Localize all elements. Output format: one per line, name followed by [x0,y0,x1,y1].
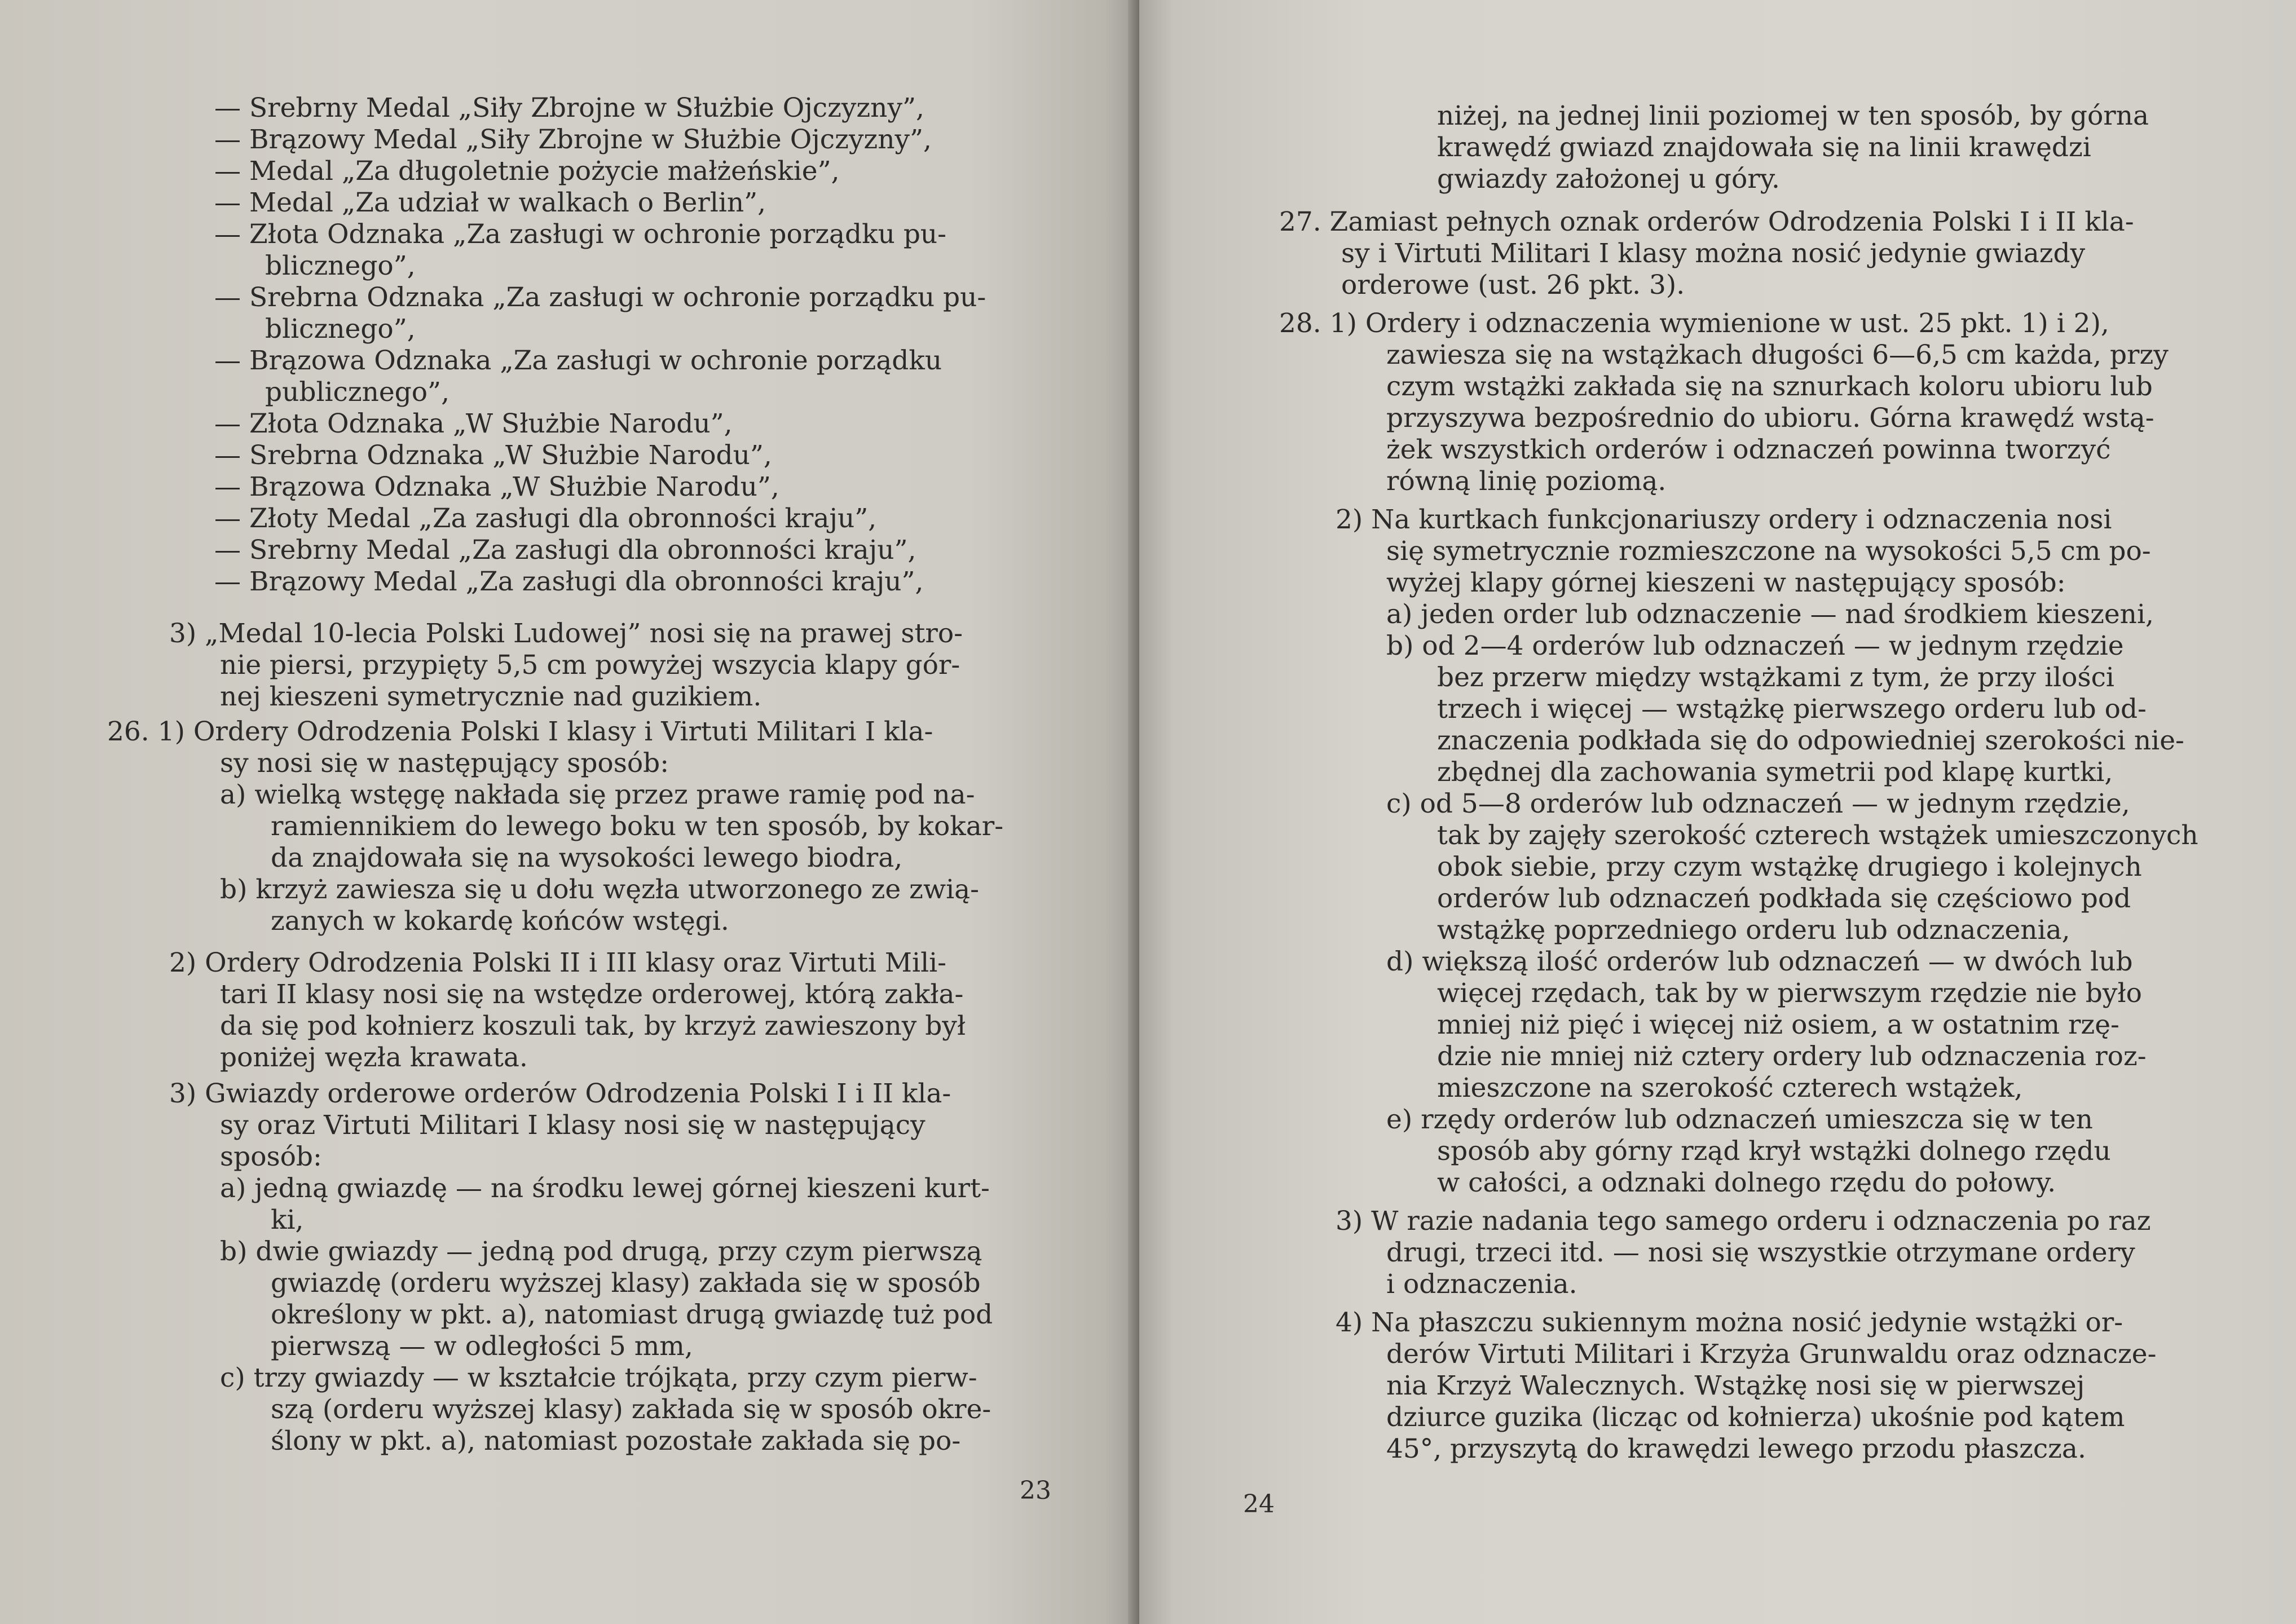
left-page [0,0,1139,1624]
text-line: sposób aby górny rząd krył wstążki dolnego rzędu [1437,1136,2111,1167]
text-line: 3) Gwiazdy orderowe orderów Odrodzenia Polski I i II kla- [169,1078,951,1109]
text-line: — Brązowa Odznaka „Za zasługi w ochronie porządku [214,345,942,376]
text-line: sy i Virtuti Militari I klasy można nosić jedynie gwiazdy [1341,238,2086,269]
text-line: — Srebrny Medal „Siły Zbrojne w Służbie Ojczyzny”, [214,92,924,123]
text-line: 3) „Medal 10-lecia Polski Ludowej” nosi się na prawej stro- [169,618,963,649]
text-line: więcej rzędach, tak by w pierwszym rzędzie nie było [1437,978,2142,1009]
text-line: ki, [271,1204,304,1235]
text-line: określony w pkt. a), natomiast drugą gwiazdę tuż pod [271,1299,993,1330]
text-line: 28. 1) Ordery i odznaczenia wymienione w ust. 25 pkt. 1) i 2), [1279,308,2109,339]
text-line: zbędnej dla zachowania symetrii pod klapę kurtki, [1437,757,2113,788]
text-line: nia Krzyż Walecznych. Wstążkę nosi się w pierwszej [1386,1370,2085,1401]
text-line: sy oraz Virtuti Militari I klasy nosi się w następujący [220,1110,926,1141]
text-line: trzech i więcej — wstążkę pierwszego orderu lub od- [1437,694,2147,725]
text-line: 3) W razie nadania tego samego orderu i odznaczenia po raz [1336,1206,2151,1237]
text-line: e) rzędy orderów lub odznaczeń umieszcza się w ten [1386,1104,2093,1135]
text-line: tari II klasy nosi się na wstędze orderowej, którą zakła- [220,979,964,1010]
text-line: orderów lub odznaczeń podkłada się częściowo pod [1437,883,2131,914]
text-line: a) jedną gwiazdę — na środku lewej górnej kieszeni kurt- [220,1173,990,1204]
text-line: szą (orderu wyższej klasy) zakłada się w sposób okre- [271,1394,991,1425]
text-line: — Medal „Za długoletnie pożycie małżeńskie”, [214,156,840,187]
text-line: tak by zajęły szerokość czterech wstążek umieszczonych [1437,820,2198,851]
text-line: — Brązowy Medal „Za zasługi dla obronności kraju”, [214,566,924,597]
text-line: pierwszą — w odległości 5 mm, [271,1331,693,1362]
text-line: sy nosi się w następujący sposób: [220,748,669,779]
text-line: da się pod kołnierz koszuli tak, by krzyż zawieszony był [220,1010,966,1042]
page-number: 24 [1243,1490,1275,1519]
text-line: 2) Ordery Odrodzenia Polski II i III klasy oraz Virtuti Mili- [169,947,947,978]
text-line: b) dwie gwiazdy — jedną pod drugą, przy czym pierwszą [220,1236,982,1267]
text-line: krawędź gwiazd znajdowała się na linii krawędzi [1437,132,2091,163]
text-line: wstążkę poprzedniego orderu lub odznaczenia, [1437,915,2070,946]
text-line: zanych w kokardę końców wstęgi. [271,906,729,937]
text-line: a) wielką wstęgę nakłada się przez prawe ramię pod na- [220,779,975,810]
text-line: gwiazdę (orderu wyższej klasy) zakłada się w sposób [271,1268,981,1299]
text-line: dzie nie mniej niż cztery ordery lub odznaczenia roz- [1437,1041,2147,1072]
text-line: — Złoty Medal „Za zasługi dla obronności kraju”, [214,503,877,534]
text-line: derów Virtuti Militari i Krzyża Grunwaldu oraz odznacze- [1386,1339,2157,1370]
text-line: publicznego”, [265,377,450,408]
right-page [1139,0,2296,1624]
text-line: gwiazdy założonej u góry. [1437,164,1780,195]
text-line: żek wszystkich orderów i odznaczeń powinna tworzyć [1386,434,2111,465]
text-line: przyszywa bezpośrednio do ubioru. Górna krawędź wstą- [1386,403,2154,434]
text-line: da znajdowała się na wysokości lewego biodra, [271,842,903,873]
text-line: c) trzy gwiazdy — w kształcie trójkąta, przy czym pierw- [220,1362,977,1393]
text-line: — Złota Odznaka „Za zasługi w ochronie porządku pu- [214,219,947,250]
text-line: — Srebrny Medal „Za zasługi dla obronności kraju”, [214,535,916,566]
text-line: 45°, przyszytą do krawędzi lewego przodu płaszcza. [1386,1433,2086,1464]
page-number: 23 [1020,1476,1051,1505]
text-line: drugi, trzeci itd. — nosi się wszystkie otrzymane ordery [1386,1237,2135,1268]
text-line: mniej niż pięć i więcej niż osiem, a w ostatnim rzę- [1437,1009,2119,1040]
text-line: — Medal „Za udział w walkach o Berlin”, [214,187,766,218]
text-line: i odznaczenia. [1386,1269,1577,1300]
text-line: — Brązowy Medal „Siły Zbrojne w Służbie Ojczyzny”, [214,124,932,155]
text-line: d) większą ilość orderów lub odznaczeń — w dwóch lub [1386,946,2133,977]
text-line: niżej, na jednej linii poziomej w ten sposób, by górna [1437,100,2149,131]
text-line: się symetrycznie rozmieszczone na wysokości 5,5 cm po- [1386,536,2151,567]
text-line: blicznego”, [265,314,416,345]
text-line: 27. Zamiast pełnych oznak orderów Odrodzenia Polski I i II kla- [1279,206,2134,237]
text-line: c) od 5—8 orderów lub odznaczeń — w jednym rzędzie, [1386,788,2130,819]
text-line: 26. 1) Ordery Odrodzenia Polski I klasy i Virtuti Militari I kla- [107,716,933,747]
text-line: — Złota Odznaka „W Służbie Narodu”, [214,408,733,439]
text-line: 2) Na kurtkach funkcjonariuszy ordery i odznaczenia nosi [1336,504,2112,535]
text-line: dziurce guzika (licząc od kołnierza) ukośnie pod kątem [1386,1402,2125,1433]
text-line: zawiesza się na wstążkach długości 6—6,5 cm każda, przy [1386,339,2169,370]
text-line: b) krzyż zawiesza się u dołu węzła utworzonego ze zwią- [220,874,980,905]
text-line: ślony w pkt. a), natomiast pozostałe zakłada się po- [271,1426,961,1457]
text-line: a) jeden order lub odznaczenie — nad środkiem kieszeni, [1386,599,2154,630]
text-line: 4) Na płaszczu sukiennym można nosić jedynie wstążki or- [1336,1307,2123,1338]
text-line: nie piersi, przypięty 5,5 cm powyżej wszycia klapy gór- [220,650,960,681]
text-line: ramiennikiem do lewego boku w ten sposób, by kokar- [271,811,1004,842]
text-line: — Brązowa Odznaka „W Służbie Narodu”, [214,471,779,502]
text-line: blicznego”, [265,250,416,281]
text-line: orderowe (ust. 26 pkt. 3). [1341,270,1685,301]
text-line: mieszczone na szerokość czterech wstążek, [1437,1073,2023,1104]
text-line: b) od 2—4 orderów lub odznaczeń — w jednym rzędzie [1386,630,2124,661]
text-line: — Srebrna Odznaka „Za zasługi w ochronie porządku pu- [214,282,986,313]
text-line: równą linię poziomą. [1386,466,1667,497]
text-line: — Srebrna Odznaka „W Służbie Narodu”, [214,440,772,471]
text-line: w całości, a odznaki dolnego rzędu do połowy. [1437,1167,2056,1198]
text-line: poniżej węzła krawata. [220,1042,528,1073]
text-line: bez przerw między wstążkami z tym, że przy ilości [1437,662,2114,693]
text-line: nej kieszeni symetrycznie nad guzikiem. [220,681,762,712]
text-line: sposób: [220,1141,322,1172]
text-line: wyżej klapy górnej kieszeni w następujący sposób: [1386,567,2066,598]
text-line: znaczenia podkłada się do odpowiedniej szerokości nie- [1437,725,2184,756]
text-line: czym wstążki zakłada się na sznurkach koloru ubioru lub [1386,371,2153,402]
text-line: obok siebie, przy czym wstążkę drugiego i kolejnych [1437,851,2142,882]
